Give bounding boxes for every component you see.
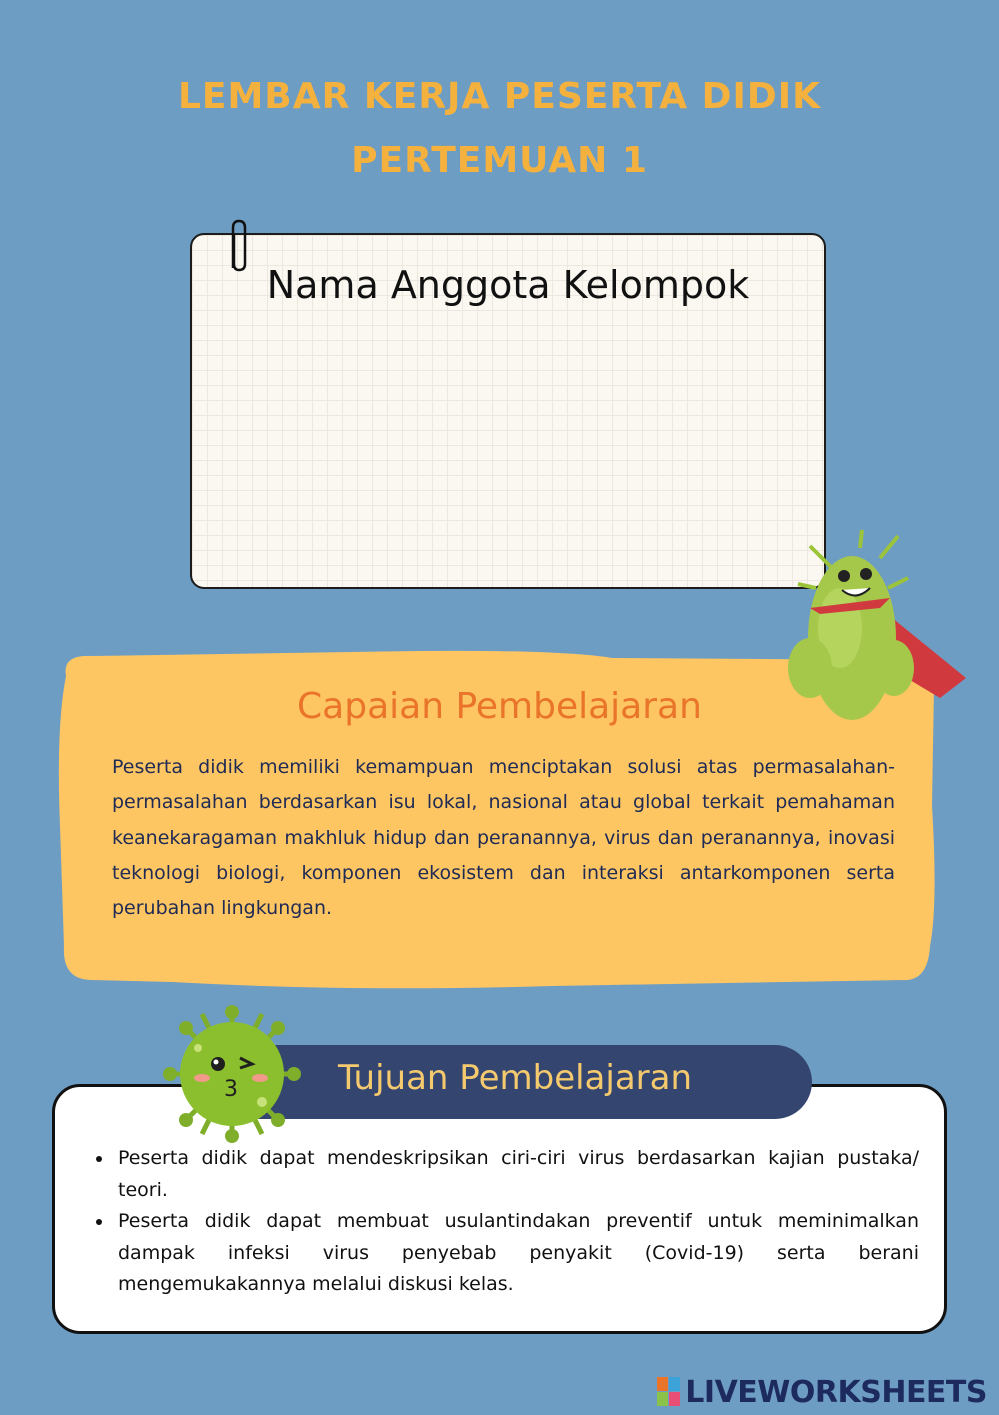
- group-members-title: Nama Anggota Kelompok: [266, 263, 750, 307]
- tujuan-item: Peserta didik dapat mendeskripsikan ciri-ciri virus berdasarkan kajian pustaka/ teori.: [118, 1143, 919, 1206]
- group-members-card[interactable]: [190, 233, 826, 589]
- worksheet-title: LEMBAR KERJA PESERTA DIDIK: [177, 76, 822, 117]
- liveworksheets-logo-icon: [657, 1377, 681, 1407]
- meeting-subtitle: PERTEMUAN 1: [351, 140, 648, 181]
- svg-text:3: 3: [224, 1077, 238, 1102]
- capaian-title: Capaian Pembelajaran: [297, 686, 702, 727]
- tujuan-item: Peserta didik dapat membuat usulantindakan preventif untuk meminimalkan dampak infeksi virus penyebab penyakit (Covid-19) serta berani mengemukakannya melalui diskusi kelas.: [118, 1206, 919, 1301]
- tujuan-list: [118, 1143, 919, 1301]
- liveworksheets-brand[interactable]: [657, 1372, 987, 1412]
- winking-virus-icon: [162, 1004, 302, 1144]
- liveworksheets-label: LIVEWORKSHEETS: [685, 1374, 987, 1410]
- paperclip-icon: [226, 218, 252, 274]
- tujuan-title: Tujuan Pembelajaran: [337, 1058, 693, 1098]
- superhero-virus-icon: [770, 528, 974, 728]
- capaian-text: Peserta didik memiliki kemampuan menciptakan solusi atas permasalahan-permasalahan berdasarkan isu lokal, nasional atau global terkait pemahaman keanekaragaman makhluk hidup dan peranannya, virus dan peranannya, inovasi teknologi biologi, komponen ekosistem dan interaksi antarkomponen serta perubahan lingkungan.: [112, 756, 895, 920]
